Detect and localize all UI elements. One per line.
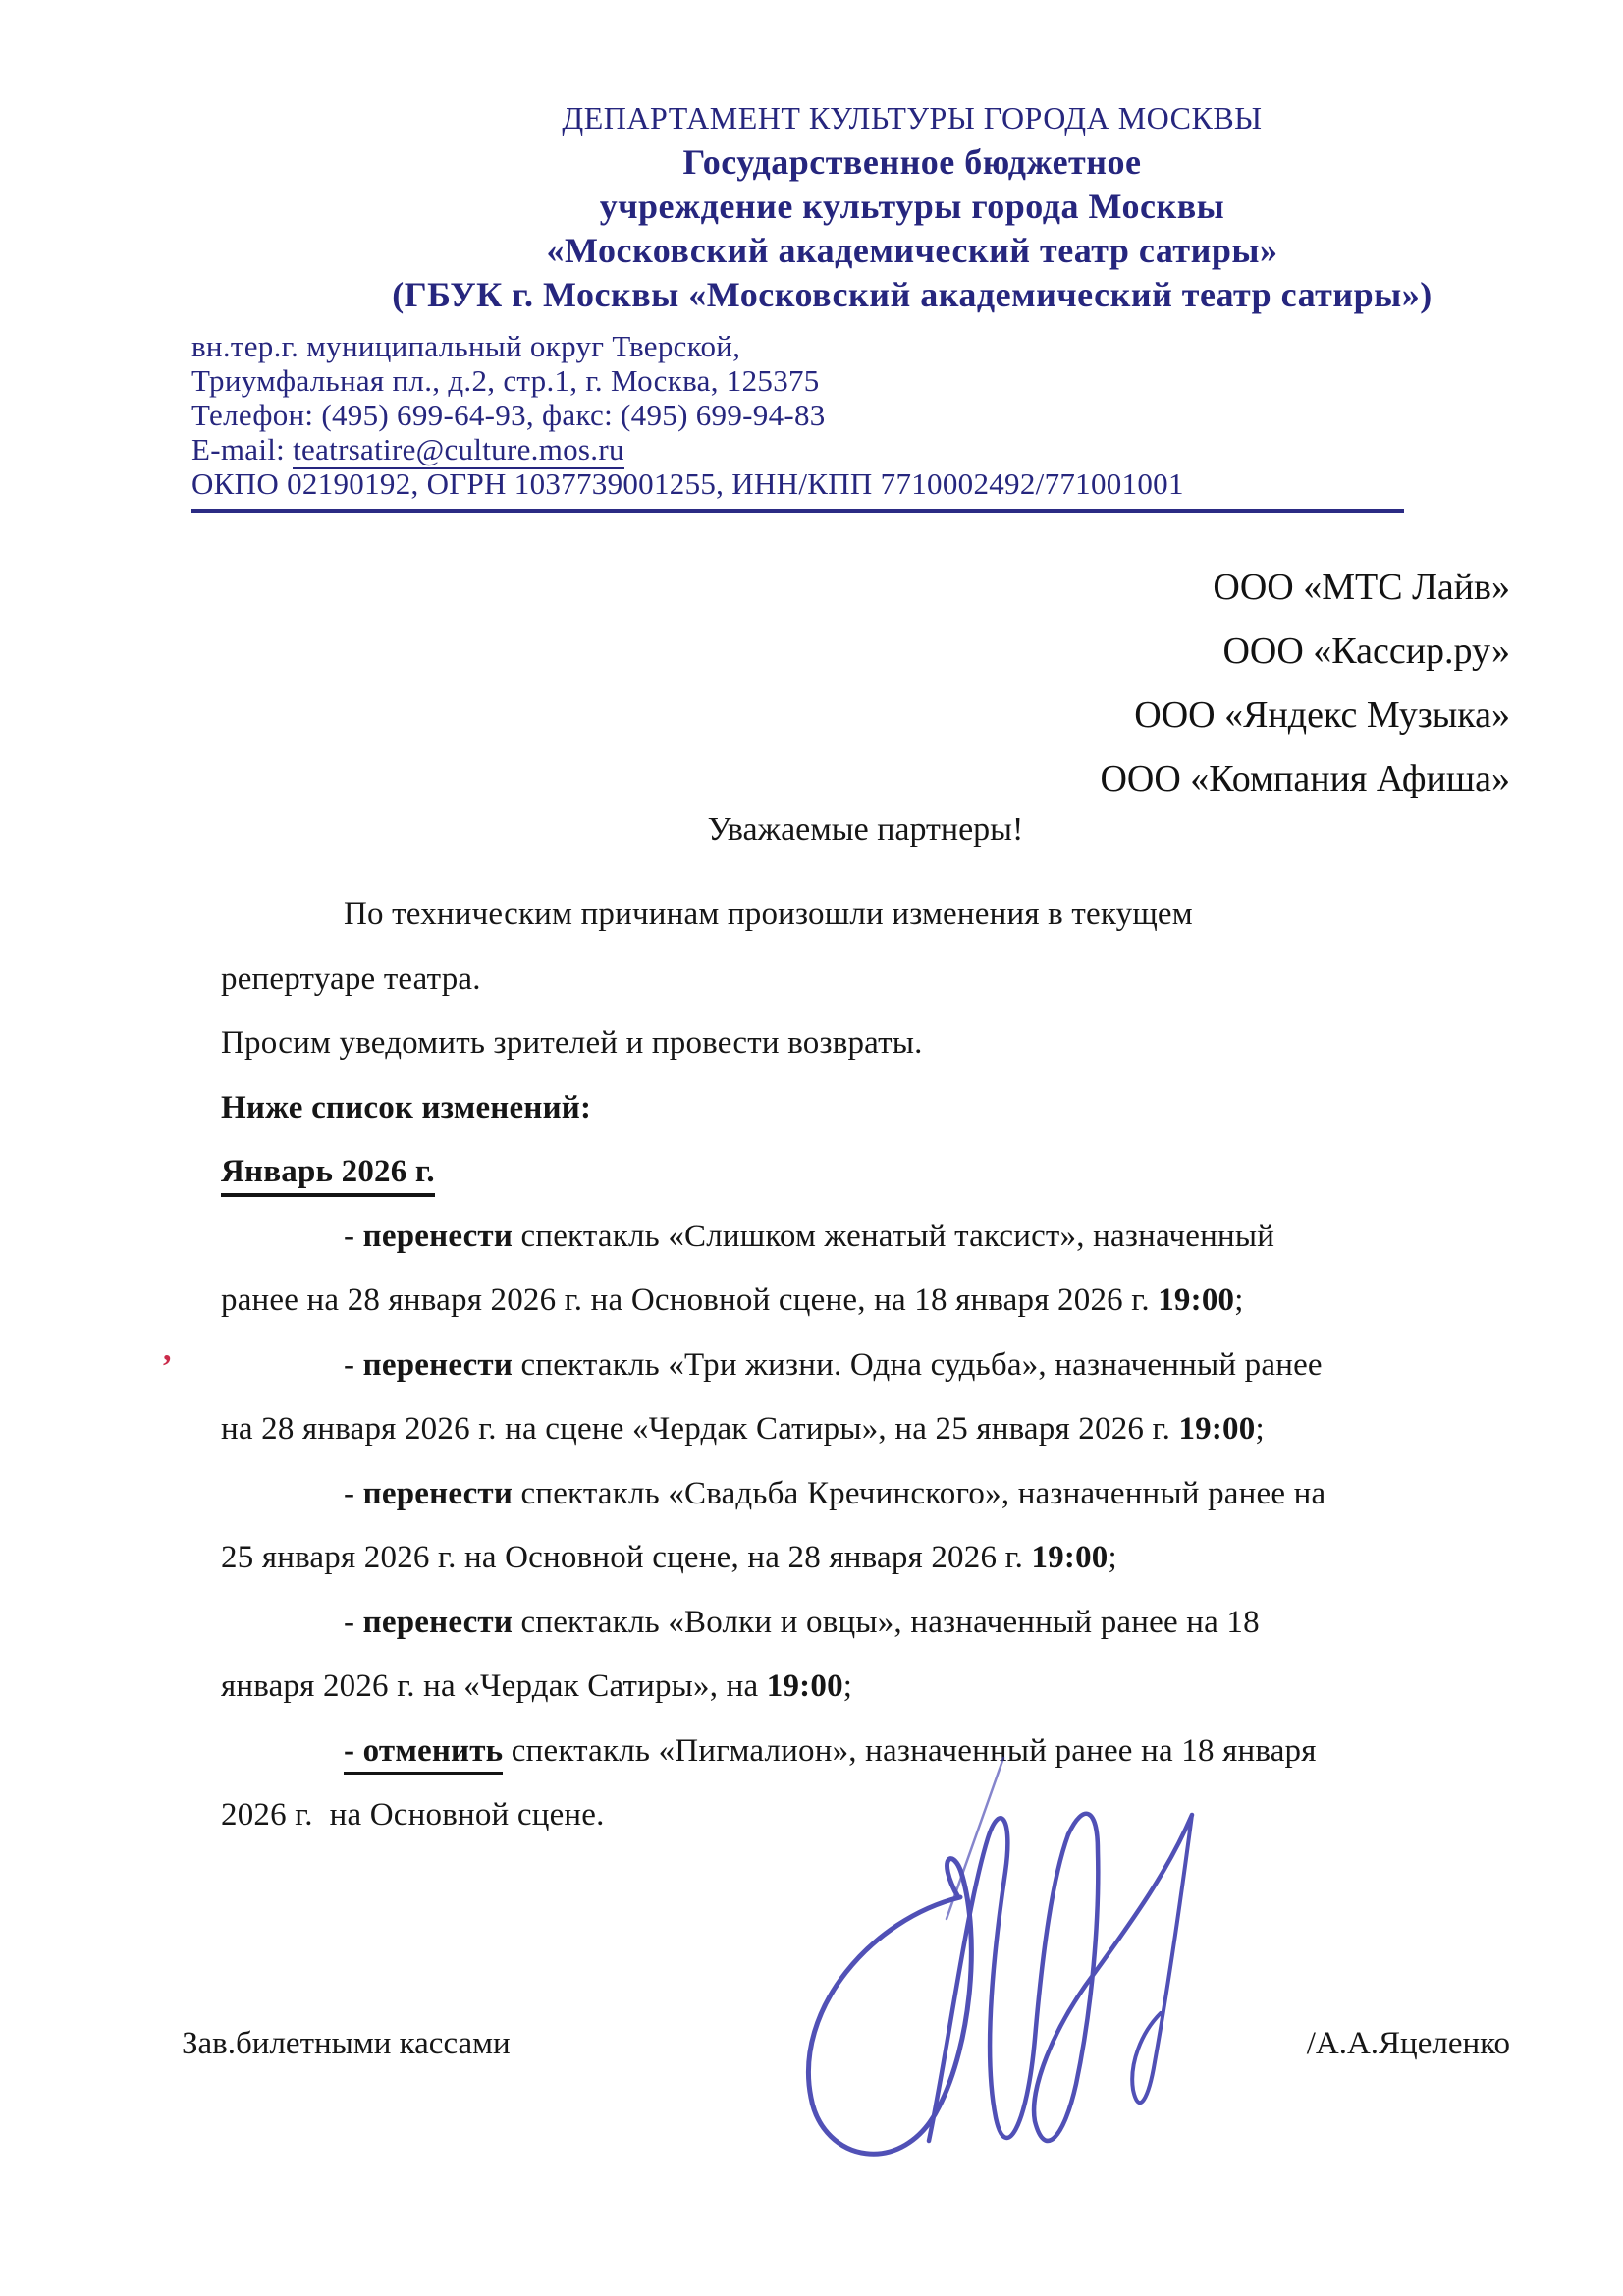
change-time: 19:00: [1178, 1411, 1256, 1447]
letterhead-org-line-4: (ГБУК г. Москвы «Московский академический театр сатиры»): [392, 275, 1433, 314]
letterhead-email-line: [191, 432, 1510, 466]
bullet-dash: -: [344, 1475, 363, 1511]
letterhead: [191, 96, 1510, 513]
letterhead-address-line-2: Триумфальная пл., д.2, стр.1, г. Москва, 125375: [191, 363, 820, 398]
month-heading: Январь 2026 г.: [221, 1152, 435, 1197]
letterhead-contacts: [191, 329, 1510, 501]
cancel-text: спектакль «Пигмалион», назначенный ранее на 18 января: [503, 1732, 1317, 1769]
change-text: спектакль «Свадьба Кречинского», назначенный ранее на: [513, 1475, 1326, 1511]
cancel-item-line: 2026 г. на Основной сцене.: [221, 1797, 605, 1832]
letterhead-org-line-3: «Московский академический театр сатиры»: [546, 231, 1278, 270]
change-item-line: [221, 1334, 1510, 1398]
letterhead-address-line-1: вн.тер.г. муниципальный округ Тверской,: [191, 329, 741, 363]
cancel-action: - отменить: [344, 1731, 503, 1775]
paragraph-line: По техническим причинам произошли изменения в текущем: [344, 897, 1193, 932]
bullet-dash: -: [344, 1604, 363, 1640]
red-scan-artifact: ,: [163, 1332, 172, 1368]
letterhead-divider-rule: [191, 509, 1404, 513]
change-text: спектакль «Слишком женатый таксист», назначенный: [513, 1218, 1275, 1254]
paragraph-line: Просим уведомить зрителей и провести возвраты.: [221, 1025, 923, 1061]
bullet-dash: -: [344, 1346, 363, 1383]
change-text: ;: [842, 1668, 853, 1704]
change-item-line: [221, 1526, 1510, 1591]
change-text: на 28 января 2026 г. на сцене «Чердак Сатиры», на 25 января 2026 г.: [221, 1411, 1179, 1447]
signer-name: /А.А.Яцеленко: [1306, 2026, 1510, 2061]
letterhead-org-line-2: учреждение культуры города Москвы: [599, 187, 1225, 226]
letterhead-org-line-1: Государственное бюджетное: [682, 142, 1142, 182]
change-text: ранее на 28 января 2026 г. на Основной сцене, на 18 января 2026 г.: [221, 1283, 1159, 1318]
recipients-block: [1100, 556, 1510, 811]
recipient-line: ООО «МТС Лайв»: [1213, 567, 1510, 608]
change-text: ;: [1108, 1540, 1117, 1575]
bullet-dash: -: [344, 1218, 363, 1254]
change-action: перенести: [362, 1475, 514, 1511]
letterhead-phone-line: Телефон: (495) 699-64-93, факс: (495) 699-94-83: [191, 398, 826, 432]
letter-body: [221, 883, 1510, 1848]
change-action: перенести: [362, 1604, 514, 1640]
handwritten-signature: [756, 1750, 1267, 2241]
change-time: 19:00: [766, 1668, 843, 1704]
greeting-line: Уважаемые партнеры!: [707, 811, 1024, 847]
email-address: teatrsatire@culture.mos.ru: [293, 432, 624, 469]
change-time: 19:00: [1158, 1283, 1235, 1318]
letterhead-department-line: ДЕПАРТАМЕНТ КУЛЬТУРЫ ГОРОДА МОСКВЫ: [562, 100, 1263, 136]
change-item-line: [221, 1655, 1510, 1720]
paragraph-line: репертуаре театра.: [221, 960, 481, 997]
recipient-line: ООО «Компания Афиша»: [1100, 758, 1510, 799]
change-action: перенести: [362, 1346, 514, 1383]
change-item-line: [221, 1269, 1510, 1334]
letterhead-codes-line: ОКПО 02190192, ОГРН 1037739001255, ИНН/КПП 7710002492/771001001: [191, 466, 1184, 501]
email-label: E-mail:: [191, 432, 294, 466]
change-text: января 2026 г. на «Чердак Сатиры», на: [221, 1668, 767, 1704]
change-text: ;: [1234, 1283, 1244, 1318]
change-item-line: [221, 1462, 1510, 1527]
change-item-line: [221, 1591, 1510, 1656]
change-text: спектакль «Три жизни. Одна судьба», назначенный ранее: [513, 1346, 1323, 1383]
change-text: ;: [1255, 1411, 1265, 1447]
change-item-line: [221, 1205, 1510, 1270]
recipient-line: ООО «Кассир.ру»: [1222, 630, 1510, 672]
change-item-line: [221, 1397, 1510, 1462]
signer-position-title: Зав.билетными кассами: [182, 2026, 511, 2061]
recipient-line: ООО «Яндекс Музыка»: [1134, 694, 1510, 736]
change-time: 19:00: [1031, 1540, 1109, 1575]
change-text: спектакль «Волки и овцы», назначенный ранее на 18: [513, 1604, 1260, 1640]
change-text: 25 января 2026 г. на Основной сцене, на 28 января 2026 г.: [221, 1540, 1032, 1575]
list-intro-line: Ниже список изменений:: [221, 1089, 592, 1125]
month-heading-line: [221, 1140, 1510, 1205]
change-action: перенести: [362, 1218, 514, 1254]
